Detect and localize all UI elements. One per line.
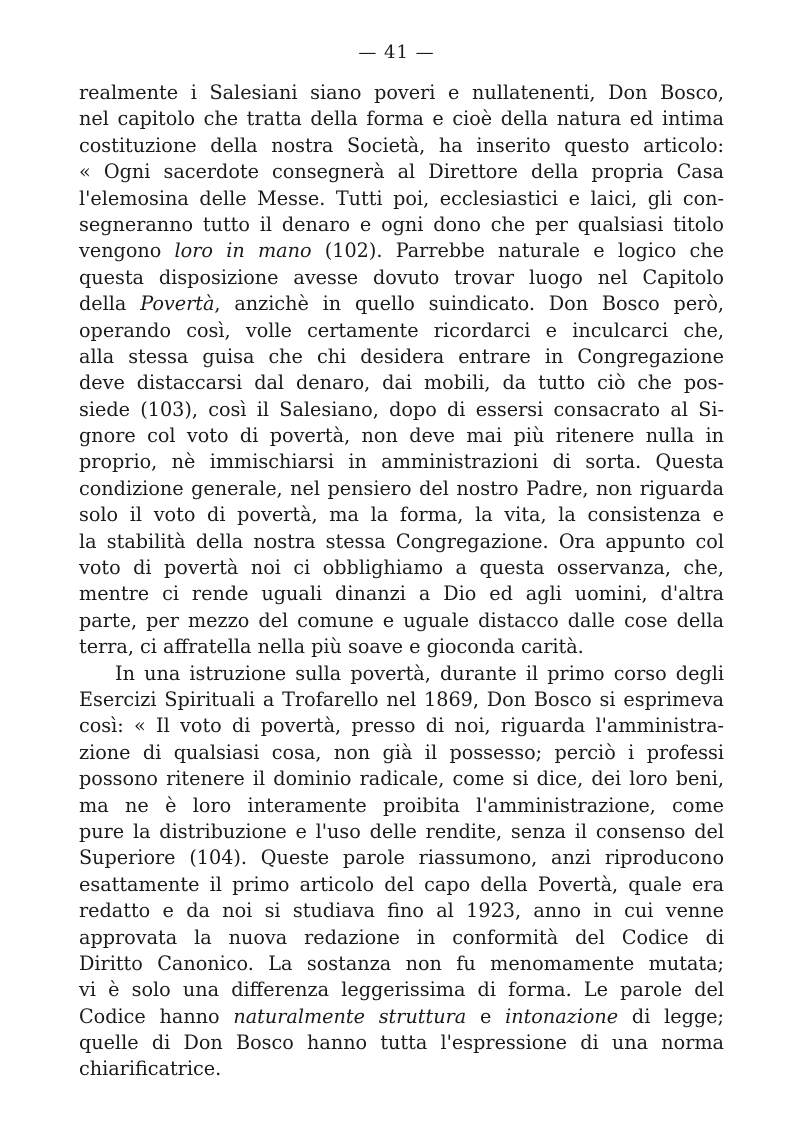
text-line	[79, 819, 724, 845]
text-segment: questa disposizione avesse dovuto trovar luogo nel Capitolo	[79, 265, 724, 289]
text-line	[79, 159, 724, 185]
text-segment: possono ritenere il dominio radicale, come si dice, dei loro beni,	[79, 767, 724, 791]
text-line	[79, 977, 724, 1003]
text-segment: , anzichè in quello suindicato. Don Bosco però,	[214, 292, 724, 316]
text-segment: realmente i Salesiani siano poveri e nullatenenti, Don Bosco,	[79, 81, 724, 104]
text-line	[79, 80, 724, 106]
text-line	[79, 661, 724, 687]
text-line	[79, 133, 724, 159]
text-line	[79, 106, 724, 132]
text-line	[79, 318, 724, 344]
text-segment: così: « Il voto di povertà, presso di noi, riguarda l'amministra-	[79, 714, 724, 738]
text-segment: e	[466, 1004, 506, 1028]
italic-text: naturalmente struttura	[233, 1004, 467, 1028]
text-segment: della	[79, 292, 141, 316]
text-segment: parte, per mezzo del comune e uguale distacco dalle cose della	[79, 608, 724, 632]
italic-text: intonazione	[505, 1004, 619, 1028]
text-segment: chiarificatrice.	[79, 1057, 222, 1081]
text-line	[79, 793, 724, 819]
text-segment: costituzione della nostra Società, ha inserito questo articolo:	[79, 133, 724, 157]
text-segment: alla stessa guisa che chi desidera entrare in Congregazione	[79, 344, 724, 368]
text-segment: di legge;	[618, 1004, 724, 1028]
text-line	[79, 713, 724, 739]
text-segment: « Ogni sacerdote consegnerà al Direttore della propria Casa	[79, 160, 724, 184]
text-segment: deve distaccarsi dal denaro, dai mobili, da tutto ciò che pos-	[79, 371, 724, 395]
text-segment: gnore col voto di povertà, non deve mai più ritenere nulla in	[79, 424, 724, 448]
text-segment: vengono	[79, 239, 175, 263]
text-line	[79, 502, 724, 528]
text-line	[79, 634, 724, 660]
text-segment: nel capitolo che tratta della forma e cioè della natura ed intima	[79, 107, 724, 131]
text-line	[79, 529, 724, 555]
text-segment: condizione generale, nel pensiero del nostro Padre, non riguarda	[79, 476, 724, 500]
text-segment: Codice hanno	[79, 1004, 234, 1028]
text-segment: segneranno tutto il denaro e ogni dono che per qualsiasi titolo	[79, 212, 724, 236]
text-line	[79, 555, 724, 581]
text-line	[79, 581, 724, 607]
text-segment: siede (103), così il Salesiano, dopo di essersi consacrato al Si-	[79, 397, 724, 421]
text-segment: solo il voto di povertà, ma la forma, la vita, la consistenza e	[79, 503, 724, 527]
text-line	[79, 238, 724, 264]
text-line	[79, 608, 724, 634]
text-line	[79, 898, 724, 924]
text-segment: (102). Parrebbe naturale e logico che	[311, 239, 724, 263]
text-segment: Diritto Canonico. La sostanza non fu menomamente mutata;	[79, 951, 724, 975]
text-line	[79, 740, 724, 766]
text-segment: l'elemosina delle Messe. Tutti poi, ecclesiastici e laici, gli con-	[79, 186, 724, 210]
text-line	[79, 370, 724, 396]
text-segment: la stabilità della nostra stessa Congregazione. Ora appunto col	[79, 529, 724, 553]
text-segment: pure la distribuzione e l'uso delle rendite, senza il consenso del	[79, 819, 724, 843]
text-line	[79, 344, 724, 370]
text-line	[79, 423, 724, 449]
text-line	[79, 766, 724, 792]
text-line	[79, 291, 724, 317]
text-segment: redatto e da noi si studiava fino al 1923, anno in cui venne	[79, 899, 724, 923]
text-segment: esattamente il primo articolo del capo della Povertà, quale era	[79, 872, 724, 896]
text-line	[79, 212, 724, 238]
text-line	[79, 476, 724, 502]
text-segment: terra, ci affratella nella più soave e gioconda carità.	[79, 635, 584, 659]
text-line	[79, 845, 724, 871]
text-line	[79, 1056, 724, 1082]
text-line	[79, 265, 724, 291]
text-segment: mentre ci rende uguali dinanzi a Dio ed agli uomini, d'altra	[79, 582, 724, 606]
page-number: — 41 —	[358, 42, 435, 63]
text-segment: voto di povertà noi ci obblighiamo a questa osservanza, che,	[79, 556, 724, 580]
text-segment: vi è solo una differenza leggerissima di forma. Le parole del	[79, 978, 724, 1002]
text-segment: approvata la nuova redazione in conformità del Codice di	[79, 925, 724, 949]
text-line	[79, 925, 724, 951]
text-line	[79, 397, 724, 423]
text-segment: Superiore (104). Queste parole riassumono, anzi riproducono	[79, 846, 724, 870]
text-segment: operando così, volle certamente ricordarci e inculcarci che,	[79, 318, 724, 342]
text-line	[79, 951, 724, 977]
text-line	[79, 687, 724, 713]
text-line	[79, 1004, 724, 1030]
text-segment: ma ne è loro interamente proibita l'amministrazione, come	[79, 793, 724, 817]
body-text	[79, 80, 724, 1083]
text-segment: zione di qualsiasi cosa, non già il possesso; perciò i professi	[79, 740, 724, 764]
text-line	[79, 449, 724, 475]
text-line	[79, 1030, 724, 1056]
text-line	[79, 186, 724, 212]
text-segment: In una istruzione sulla povertà, durante il primo corso degli	[115, 661, 724, 685]
italic-text: loro in mano	[174, 239, 312, 263]
text-segment: quelle di Don Bosco hanno tutta l'espressione di una norma	[79, 1031, 724, 1055]
text-segment: Esercizi Spirituali a Trofarello nel 1869, Don Bosco si esprimeva	[79, 687, 724, 711]
text-line	[79, 872, 724, 898]
text-segment: proprio, nè immischiarsi in amministrazioni di sorta. Questa	[79, 450, 724, 474]
italic-text: Povertà	[140, 292, 215, 316]
